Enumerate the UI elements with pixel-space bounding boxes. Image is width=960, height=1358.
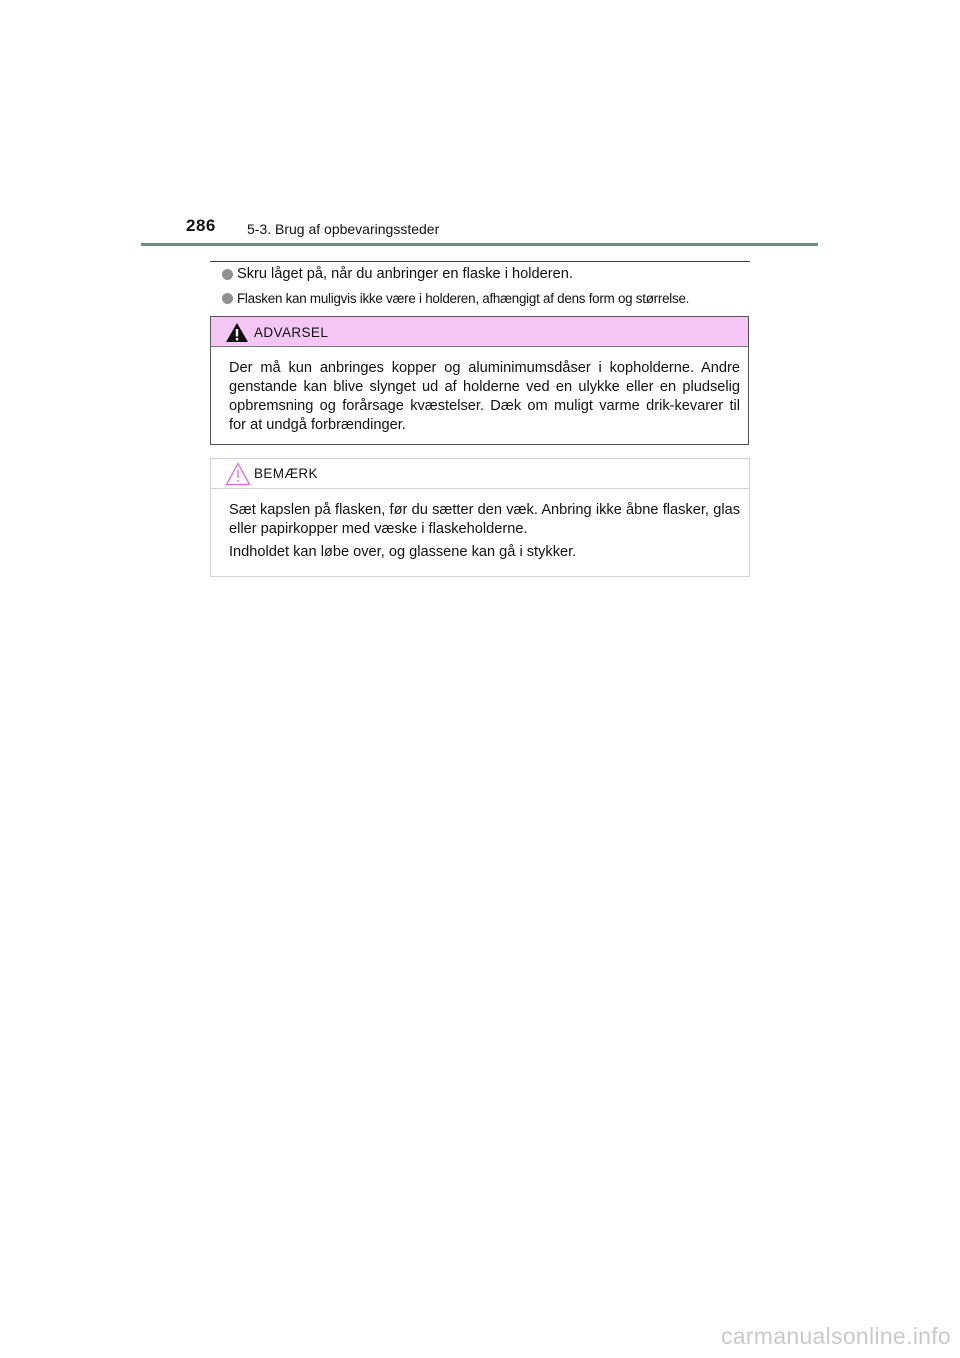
bullet-item: [222, 291, 689, 306]
bullet-text: Skru låget på, når du anbringer en flaske i holderen.: [237, 266, 573, 282]
bullet-item: [222, 266, 573, 282]
note-paragraph: Sæt kapslen på flasken, før du sætter den væk. Anbring ikke åbne flasker, glas eller papirkopper med væske i flaskeholderne.: [229, 502, 740, 537]
note-title: BEMÆRK: [254, 466, 318, 481]
content-top-rule: [210, 261, 750, 262]
warning-title: ADVARSEL: [254, 325, 329, 340]
header-rule: [141, 243, 818, 246]
page-number: 286: [186, 216, 216, 235]
caution-triangle-icon: [225, 462, 251, 486]
note-paragraph: Indholdet kan løbe over, og glassene kan gå i stykker.: [229, 544, 577, 560]
section-title: 5-3. Brug af opbevaringssteder: [247, 221, 440, 237]
bullet-dot-icon: [222, 269, 233, 280]
note-text: [229, 501, 740, 562]
bullet-dot-icon: [222, 293, 233, 304]
bullet-text: Flasken kan muligvis ikke være i holderen, afhængigt af dens form og størrelse.: [237, 291, 690, 306]
warning-box: [210, 316, 749, 445]
warning-triangle-icon: [225, 322, 249, 343]
note-box: [210, 458, 750, 577]
watermark: carmanualsonline.info: [720, 1323, 951, 1349]
note-header: [211, 459, 749, 489]
warning-header: [211, 317, 748, 347]
warning-text: Der må kun anbringes kopper og aluminimumsdåser i kopholderne. Andre genstande kan blive slynget ud af holderne ved en ulykke eller en pludselig opbremsning og forårsage kvæstelser. Dæk om muligt varme drik-kevarer til for at undgå forbrændinger.: [229, 360, 740, 433]
